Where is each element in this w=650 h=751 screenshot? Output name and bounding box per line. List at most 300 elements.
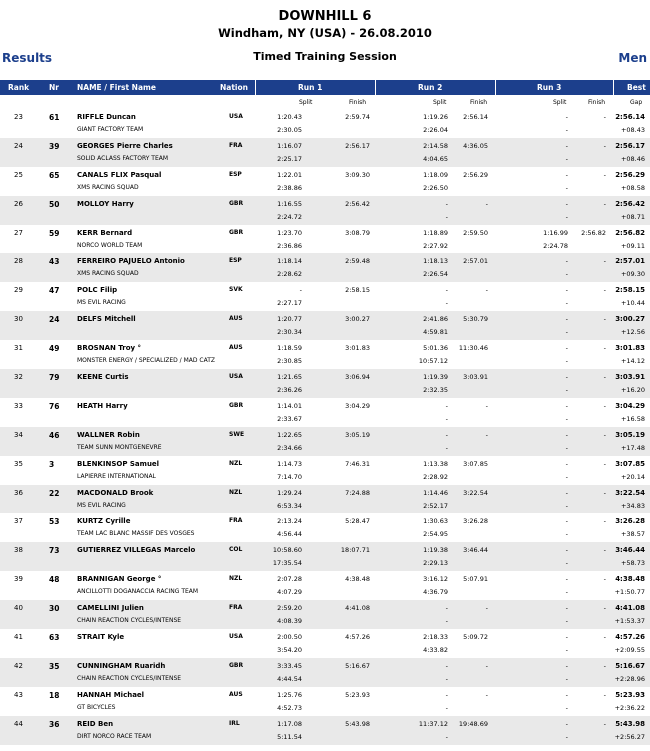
run3-split: - xyxy=(565,690,568,699)
gap-time: +08.43 xyxy=(620,126,645,134)
run3-split: - xyxy=(565,546,568,555)
best-time: 2:56.29 xyxy=(615,170,645,179)
rider-name: DELFS Mitchell xyxy=(77,315,136,324)
run2-split: - xyxy=(445,199,448,208)
rider-name: RIFFLE Duncan xyxy=(77,113,136,121)
row-rank: 39 xyxy=(14,575,23,584)
rider-nation: FRA xyxy=(229,141,243,149)
best-time: 5:16.67 xyxy=(615,661,645,670)
run2-finish: 3:26.28 xyxy=(463,517,488,526)
row-number: 59 xyxy=(49,228,60,238)
run2-split2: - xyxy=(445,414,448,423)
run1-split2: 7:14.70 xyxy=(277,472,302,481)
run1-split: 1:14.01 xyxy=(277,401,302,410)
row-number: 30 xyxy=(49,604,60,614)
run2-finish: 5:09.72 xyxy=(463,633,488,642)
col-name: NAME / First Name xyxy=(77,83,156,92)
run1-finish: 4:41.08 xyxy=(345,604,370,613)
run2-split: 3:16.12 xyxy=(423,575,448,584)
best-time: 2:56.42 xyxy=(615,199,645,208)
run3-finish: - xyxy=(603,575,606,584)
run1-split: 1:25.76 xyxy=(277,690,302,699)
team-name: DIRT NORCO RACE TEAM xyxy=(77,732,152,740)
row-number: 3 xyxy=(49,459,55,469)
col-nr: Nr xyxy=(49,83,59,92)
best-time: 3:07.85 xyxy=(615,459,645,468)
rider-name: WALLNER Robin xyxy=(77,430,140,439)
gap-time: +20.14 xyxy=(620,472,645,481)
run2-finish: 3:46.44 xyxy=(463,546,488,555)
gap-time: +34.83 xyxy=(620,501,645,510)
best-time: 2:58.15 xyxy=(615,286,645,295)
row-rank: 44 xyxy=(14,719,23,728)
table-row xyxy=(0,600,650,629)
run1-finish: 5:28.47 xyxy=(345,517,370,526)
table-row xyxy=(0,456,650,485)
run1-finish: 3:06.94 xyxy=(345,373,370,382)
row-rank: 25 xyxy=(14,170,23,179)
run1-finish: 2:59.48 xyxy=(345,257,370,266)
run3-finish: - xyxy=(603,604,606,613)
run1-split: - xyxy=(299,286,302,295)
run1-split: 1:18.59 xyxy=(277,344,302,353)
run2-finish: - xyxy=(485,401,488,410)
run1-split2: 2:27.17 xyxy=(277,299,302,308)
row-rank: 30 xyxy=(14,315,23,324)
gap-time: +1:53.37 xyxy=(614,617,645,626)
table-row xyxy=(0,167,650,196)
row-number: 53 xyxy=(49,517,60,527)
col-run3: Run 3 xyxy=(537,83,562,92)
run3-split2: - xyxy=(565,530,568,539)
row-rank: 42 xyxy=(14,661,23,670)
run2-finish: - xyxy=(485,430,488,439)
run2-finish: 5:30.79 xyxy=(463,315,488,324)
run1-split: 2:00.50 xyxy=(277,633,302,642)
run3-split: - xyxy=(565,141,568,150)
run1-split: 1:21.65 xyxy=(277,373,302,382)
row-number: 48 xyxy=(49,575,60,585)
gap-time: +14.12 xyxy=(620,357,645,366)
best-time: 3:22.54 xyxy=(615,488,645,497)
run2-split: - xyxy=(445,286,448,295)
run2-split2: - xyxy=(445,299,448,308)
rider-nation: GBR xyxy=(229,661,244,669)
run1-finish: 5:16.67 xyxy=(345,661,370,670)
rider-name: BLENKINSOP Samuel xyxy=(77,459,160,468)
gap-time: +16.20 xyxy=(620,386,645,395)
run3-split: - xyxy=(565,344,568,353)
run3-finish: - xyxy=(603,315,606,324)
run2-split: 1:30.63 xyxy=(423,517,448,526)
row-rank: 28 xyxy=(14,257,23,266)
run1-split2: 4:07.29 xyxy=(277,588,302,597)
run2-split2: - xyxy=(445,212,448,221)
row-number: 63 xyxy=(49,633,60,643)
gap-time: +09.30 xyxy=(620,270,645,279)
gap-time: +12.56 xyxy=(620,328,645,337)
run2-split: 5:01.36 xyxy=(423,344,448,353)
run3-finish: - xyxy=(603,430,606,439)
run2-split: 1:13.38 xyxy=(423,459,448,468)
run3-split2: - xyxy=(565,443,568,452)
run2-split: 1:14.46 xyxy=(423,488,448,497)
rider-nation: FRA xyxy=(229,604,243,612)
run3-finish: - xyxy=(603,257,606,266)
rider-nation: AUS xyxy=(229,344,243,352)
run3-finish: - xyxy=(603,661,606,670)
event-title: DOWNHILL 6 xyxy=(278,9,372,24)
rider-name: FERREIRO PAJUELO Antonio xyxy=(77,257,185,266)
col-run1-split: Split xyxy=(299,99,313,106)
team-name: NORCO WORLD TEAM xyxy=(77,241,143,249)
run3-split2: - xyxy=(565,414,568,423)
run1-finish: 5:43.98 xyxy=(345,719,370,728)
run3-split: - xyxy=(565,604,568,613)
run3-split: - xyxy=(565,430,568,439)
table-row xyxy=(0,109,650,138)
run3-split: - xyxy=(565,373,568,382)
team-name: LAPIERRE INTERNATIONAL xyxy=(77,472,156,480)
run3-finish: - xyxy=(603,141,606,150)
team-name: MONSTER ENERGY / SPECIALIZED / MAD CATZ xyxy=(77,357,215,365)
run1-finish: 3:01.83 xyxy=(345,344,370,353)
rider-name: GUTIERREZ VILLEGAS Marcelo xyxy=(77,546,196,555)
table-row xyxy=(0,629,650,658)
run3-split2: - xyxy=(565,299,568,308)
run2-split2: 4:33.82 xyxy=(423,646,448,655)
run1-finish: 2:56.17 xyxy=(345,141,370,150)
row-number: 79 xyxy=(49,373,60,383)
run2-finish: - xyxy=(485,604,488,613)
table-row xyxy=(0,571,650,600)
gap-time: +08.46 xyxy=(620,154,645,163)
best-time: 3:04.29 xyxy=(615,401,645,410)
run1-split: 1:20.77 xyxy=(277,315,302,324)
col-gap: Gap xyxy=(630,99,643,106)
row-number: 36 xyxy=(49,719,60,729)
team-name: ANCILLOTTI DOGANACCIA RACING TEAM xyxy=(77,588,199,596)
run3-finish: - xyxy=(603,488,606,497)
header-divider xyxy=(495,80,496,95)
rider-nation: GBR xyxy=(229,199,244,207)
row-number: 35 xyxy=(49,661,60,671)
run1-split: 1:16.07 xyxy=(277,141,302,150)
run2-split: - xyxy=(445,430,448,439)
run1-split: 1:23.70 xyxy=(277,228,302,237)
run2-split: 2:41.86 xyxy=(423,315,448,324)
run1-split: 1:16.55 xyxy=(277,199,302,208)
col-run2-split: Split xyxy=(433,99,447,106)
row-number: 39 xyxy=(49,141,60,151)
run3-split: - xyxy=(565,286,568,295)
row-number: 76 xyxy=(49,401,60,411)
run2-finish: 2:57.01 xyxy=(463,257,488,266)
run1-split: 10:58.60 xyxy=(272,546,302,555)
run3-split: - xyxy=(565,257,568,266)
rider-name: CANALS FLIX Pasqual xyxy=(77,170,162,179)
run3-split: - xyxy=(565,199,568,208)
run2-split: 2:14.58 xyxy=(423,141,448,150)
rider-name: KERR Bernard xyxy=(77,228,133,237)
rider-name: BROSNAN Troy ° xyxy=(77,344,142,353)
rider-nation: USA xyxy=(229,113,243,120)
run2-split: 1:19.38 xyxy=(423,546,448,555)
row-rank: 32 xyxy=(14,373,23,382)
run3-finish: - xyxy=(603,344,606,353)
run3-split2: - xyxy=(565,154,568,163)
run2-finish: 2:56.29 xyxy=(463,170,488,179)
run2-split: 1:18.13 xyxy=(423,257,448,266)
run2-split2: - xyxy=(445,732,448,741)
run3-finish: - xyxy=(603,113,606,121)
run2-split2: 4:36.79 xyxy=(423,588,448,597)
run1-split2: 4:44.54 xyxy=(277,674,302,683)
run1-finish: 3:00.27 xyxy=(345,315,370,324)
run3-finish: - xyxy=(603,170,606,179)
run1-finish: 7:46.31 xyxy=(345,459,370,468)
run2-split2: - xyxy=(445,674,448,683)
run1-split: 1:20.43 xyxy=(277,113,302,121)
run1-split: 2:13.24 xyxy=(277,517,302,526)
run3-finish: - xyxy=(603,373,606,382)
row-number: 46 xyxy=(49,430,60,440)
run2-split: 1:19.39 xyxy=(423,373,448,382)
team-name: SOLID ACLASS FACTORY TEAM xyxy=(77,154,169,162)
team-name: CHAIN REACTION CYCLES/INTENSE xyxy=(77,617,182,625)
row-rank: 33 xyxy=(14,401,23,410)
best-time: 5:43.98 xyxy=(615,719,645,728)
rider-name: STRAIT Kyle xyxy=(77,633,125,642)
run2-split2: 2:27.92 xyxy=(423,241,448,250)
run3-finish: - xyxy=(603,690,606,699)
run1-finish: 3:04.29 xyxy=(345,401,370,410)
run1-split2: 2:38.86 xyxy=(277,183,302,192)
run3-split2: - xyxy=(565,703,568,712)
team-name: MS EVIL RACING xyxy=(77,299,126,307)
best-time: 4:41.08 xyxy=(615,604,645,613)
run2-finish: 3:03.91 xyxy=(463,373,488,382)
row-rank: 24 xyxy=(14,141,23,150)
run2-split2: 4:59.81 xyxy=(423,328,448,337)
best-time: 4:57.26 xyxy=(615,633,645,642)
header-divider xyxy=(613,80,614,95)
run1-split2: 2:36.26 xyxy=(277,386,302,395)
best-time: 3:03.91 xyxy=(615,373,645,382)
run1-split2: 2:30.34 xyxy=(277,328,302,337)
run1-split2: 2:33.67 xyxy=(277,414,302,423)
run2-split: - xyxy=(445,690,448,699)
run2-split2: 2:54.95 xyxy=(423,530,448,539)
gap-time: +16.58 xyxy=(620,414,645,423)
col-run1: Run 1 xyxy=(298,83,323,92)
row-rank: 27 xyxy=(14,228,23,237)
run1-split2: 17:35.54 xyxy=(272,559,302,568)
table-subheader xyxy=(0,97,650,109)
run2-split: 1:18.89 xyxy=(423,228,448,237)
run3-split2: - xyxy=(565,588,568,597)
header-divider xyxy=(375,80,376,95)
run2-split2: - xyxy=(445,703,448,712)
best-time: 2:56.17 xyxy=(615,141,645,150)
row-rank: 34 xyxy=(14,430,23,439)
run3-split: - xyxy=(565,459,568,468)
gap-time: +2:09.55 xyxy=(614,646,645,655)
table-row xyxy=(0,253,650,282)
row-rank: 29 xyxy=(14,286,23,295)
table-row xyxy=(0,485,650,514)
results-table xyxy=(0,109,650,745)
run1-split2: 2:30.85 xyxy=(277,357,302,366)
rider-nation: SWE xyxy=(229,430,245,438)
table-row xyxy=(0,369,650,398)
run2-split: 1:19.26 xyxy=(423,113,448,121)
rider-name: MACDONALD Brook xyxy=(77,488,154,497)
run1-split: 2:59.20 xyxy=(277,604,302,613)
run1-split: 1:17.08 xyxy=(277,719,302,728)
table-row xyxy=(0,658,650,687)
best-time: 2:56.82 xyxy=(615,228,645,237)
rider-nation: IRL xyxy=(229,719,240,727)
run3-split2: 2:24.78 xyxy=(543,241,568,250)
run3-split2: - xyxy=(565,328,568,337)
run3-split2: - xyxy=(565,646,568,655)
rider-nation: GBR xyxy=(229,401,244,409)
run1-split2: 6:53.34 xyxy=(277,501,302,510)
row-rank: 37 xyxy=(14,517,23,526)
rider-nation: USA xyxy=(229,633,243,641)
row-number: 65 xyxy=(49,170,60,180)
run2-finish: 3:22.54 xyxy=(463,488,488,497)
row-number: 22 xyxy=(49,488,60,498)
best-time: 5:23.93 xyxy=(615,690,645,699)
rider-nation: AUS xyxy=(229,315,243,323)
run1-split: 1:22.01 xyxy=(277,170,302,179)
team-name: TEAM SUNN MONTGENEVRE xyxy=(77,443,162,451)
run1-split: 3:33.45 xyxy=(277,661,302,670)
table-row xyxy=(0,282,650,311)
table-row xyxy=(0,138,650,167)
rider-nation: COL xyxy=(229,546,243,554)
run3-split: 1:16.99 xyxy=(543,228,568,237)
table-row xyxy=(0,398,650,427)
row-number: 24 xyxy=(49,315,60,325)
rider-name: REID Ben xyxy=(77,719,114,728)
run2-split: - xyxy=(445,401,448,410)
rider-nation: NZL xyxy=(229,575,243,583)
session-title: Timed Training Session xyxy=(253,50,397,63)
rider-nation: GBR xyxy=(229,228,244,236)
run1-split: 1:29.24 xyxy=(277,488,302,497)
run2-finish: - xyxy=(485,286,488,295)
gap-time: +1:50.77 xyxy=(614,588,645,597)
run1-finish: 2:58.15 xyxy=(345,286,370,295)
run2-split2: - xyxy=(445,443,448,452)
run3-finish: - xyxy=(603,199,606,208)
run3-split: - xyxy=(565,719,568,728)
table-row xyxy=(0,542,650,571)
run3-finish: - xyxy=(603,517,606,526)
table-row xyxy=(0,340,650,369)
run2-finish: 4:36.05 xyxy=(463,141,488,150)
run3-split: - xyxy=(565,633,568,642)
run1-finish: 4:57.26 xyxy=(345,633,370,642)
run1-split: 1:18.14 xyxy=(277,257,302,266)
run3-split2: - xyxy=(565,212,568,221)
rider-name: HANNAH Michael xyxy=(77,690,145,699)
col-run3-finish: Finish xyxy=(588,99,606,106)
col-run1-finish: Finish xyxy=(349,99,367,106)
rider-name: KEENE Curtis xyxy=(77,373,129,382)
rider-name: CUNNINGHAM Ruaridh xyxy=(77,661,166,670)
row-number: 47 xyxy=(49,286,60,296)
row-number: 43 xyxy=(49,257,60,267)
run3-split2: - xyxy=(565,357,568,366)
team-name: XMS RACING SQUAD xyxy=(77,183,139,191)
run1-split2: 2:25.17 xyxy=(277,154,302,163)
row-number: 61 xyxy=(49,113,60,122)
rider-name: BRANNIGAN George ° xyxy=(77,575,162,584)
run3-split: - xyxy=(565,661,568,670)
table-row xyxy=(0,225,650,254)
best-time: 3:26.28 xyxy=(615,517,645,526)
run1-split2: 4:56.44 xyxy=(277,530,302,539)
team-name: GT BICYCLES xyxy=(77,703,116,711)
table-row xyxy=(0,716,650,745)
run3-split: - xyxy=(565,170,568,179)
run3-finish: - xyxy=(603,633,606,642)
run1-split: 1:14.73 xyxy=(277,459,302,468)
run1-split2: 5:11.54 xyxy=(277,732,302,741)
run1-split2: 2:24.72 xyxy=(277,212,302,221)
run1-split: 1:22.65 xyxy=(277,430,302,439)
run2-split2: 2:26.04 xyxy=(423,126,448,134)
gap-time: +2:28.96 xyxy=(614,674,645,683)
results-label: Results xyxy=(2,51,53,65)
run3-split2: - xyxy=(565,674,568,683)
row-rank: 31 xyxy=(14,344,23,353)
best-time: 3:46.44 xyxy=(615,546,645,555)
team-name: MS EVIL RACING xyxy=(77,501,126,509)
gap-time: +38.57 xyxy=(620,530,645,539)
rider-nation: ESP xyxy=(229,257,242,265)
run2-finish: 2:59.50 xyxy=(463,228,488,237)
run3-split2: - xyxy=(565,617,568,626)
gap-time: +17.48 xyxy=(620,443,645,452)
rider-name: CAMELLINI Julien xyxy=(77,604,144,613)
category-label: Men xyxy=(618,51,647,65)
row-rank: 36 xyxy=(14,488,23,497)
col-rank: Rank xyxy=(8,83,30,92)
gap-time: +2:36.22 xyxy=(614,703,645,712)
run3-split: - xyxy=(565,488,568,497)
run2-split2: 2:26.50 xyxy=(423,183,448,192)
run3-split: - xyxy=(565,315,568,324)
run3-split2: - xyxy=(565,472,568,481)
event-subtitle: Windham, NY (USA) - 26.08.2010 xyxy=(218,26,432,40)
rider-nation: NZL xyxy=(229,488,243,496)
run2-finish: - xyxy=(485,661,488,670)
col-run2: Run 2 xyxy=(418,83,443,92)
run1-finish: 2:56.42 xyxy=(345,199,370,208)
table-row xyxy=(0,196,650,225)
row-rank: 26 xyxy=(14,199,23,208)
run3-split2: - xyxy=(565,501,568,510)
run2-finish: - xyxy=(485,690,488,699)
run2-split: - xyxy=(445,661,448,670)
best-time: 3:01.83 xyxy=(615,344,645,353)
row-rank: 43 xyxy=(14,690,23,699)
